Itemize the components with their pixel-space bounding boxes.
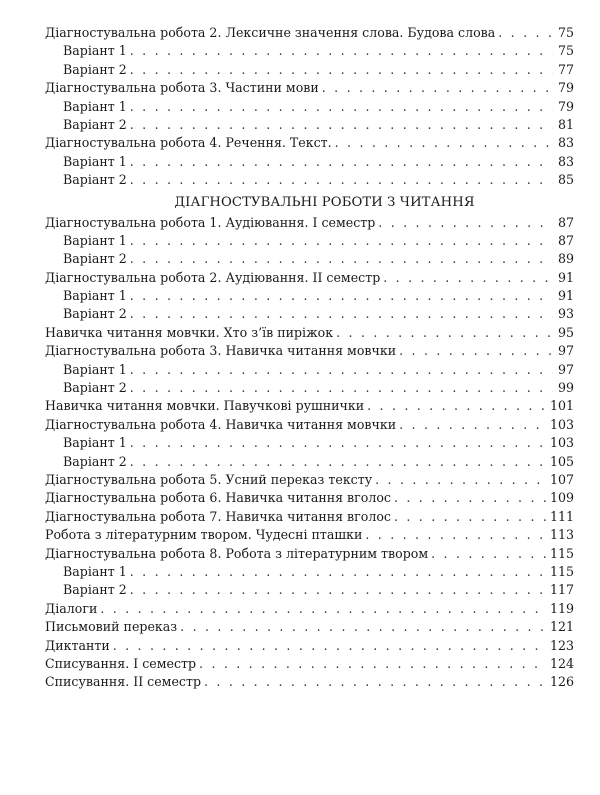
toc-entry-title: Робота з літературним твором. Чудесні пташки	[45, 527, 363, 543]
toc-entry-page-number: 97	[557, 343, 574, 359]
dot-leader	[130, 287, 553, 305]
toc-entry-page-number: 77	[557, 61, 574, 77]
toc-entry-page-number: 103	[549, 435, 574, 451]
toc-entry-title: Варіант 2	[63, 380, 127, 396]
toc-entry	[45, 545, 574, 563]
dot-leader	[180, 618, 547, 636]
toc-entry-title: Діагностувальна робота 8. Робота з літературним твором	[45, 545, 429, 561]
toc-entry-page-number: 109	[549, 490, 574, 506]
toc-entry	[45, 416, 574, 434]
dot-leader	[399, 416, 547, 434]
toc-entry	[45, 600, 574, 618]
toc-entry	[45, 397, 574, 415]
toc-entry-page-number: 111	[549, 508, 574, 524]
dot-leader	[130, 434, 547, 452]
toc-entry-title: Варіант 1	[63, 153, 127, 169]
dot-leader	[336, 324, 553, 342]
dot-leader	[100, 600, 547, 618]
toc-entry-title: Варіант 2	[63, 251, 127, 267]
toc-entry	[45, 526, 574, 544]
toc-entry-page-number: 115	[549, 563, 574, 579]
dot-leader	[130, 232, 553, 250]
dot-leader	[130, 361, 553, 379]
toc-entry-page-number: 83	[557, 153, 574, 169]
toc-entry-title: Варіант 1	[63, 98, 127, 114]
toc-entry-page-number: 121	[549, 619, 574, 635]
toc-subentry	[45, 61, 574, 79]
toc-entry-page-number: 107	[549, 471, 574, 487]
toc-entry-title: Навичка читання мовчки. Павучкові рушнички	[45, 398, 365, 414]
toc-entry-page-number: 126	[549, 674, 574, 690]
toc-entry-page-number: 115	[549, 545, 574, 561]
toc-entry-title: Навичка читання мовчки. Хто з’їв пиріжок	[45, 324, 334, 340]
toc-entry-title: Діагностувальна робота 2. Аудіювання. II семестр	[45, 269, 381, 285]
toc-entry-page-number: 117	[549, 582, 574, 598]
toc-entry-title: Списування. II семестр	[45, 674, 202, 690]
toc-entry	[45, 342, 574, 360]
dot-leader	[130, 171, 553, 189]
dot-leader	[204, 673, 547, 691]
toc-subentry	[45, 563, 574, 581]
toc-entry-title: Діагностувальна робота 1. Аудіювання. I семестр	[45, 214, 376, 230]
dot-leader	[394, 489, 547, 507]
toc-entry-page-number: 103	[549, 416, 574, 432]
dot-leader	[375, 471, 547, 489]
dot-leader	[335, 134, 553, 152]
dot-leader	[130, 379, 553, 397]
toc-subentry	[45, 171, 574, 189]
dot-leader	[130, 305, 553, 323]
toc-entry	[45, 24, 574, 42]
dot-leader	[394, 508, 547, 526]
toc-entry-page-number: 113	[549, 527, 574, 543]
toc-entry-title: Діагностувальна робота 4. Навичка читання мовчки	[45, 416, 397, 432]
toc-entry-page-number: 91	[557, 288, 574, 304]
toc-entry	[45, 655, 574, 673]
dot-leader	[130, 153, 553, 171]
dot-leader	[130, 453, 547, 471]
toc-entry-title: Діагностувальна робота 3. Частини мови	[45, 80, 319, 96]
toc-block-reading	[45, 214, 574, 692]
dot-leader	[383, 269, 553, 287]
toc-entry-page-number: 123	[549, 637, 574, 653]
toc-entry	[45, 618, 574, 636]
dot-leader	[130, 116, 553, 134]
dot-leader	[130, 581, 547, 599]
toc-entry-title: Диктанти	[45, 637, 110, 653]
toc-subentry	[45, 250, 574, 268]
toc-subentry	[45, 305, 574, 323]
toc-entry	[45, 214, 574, 232]
toc-entry	[45, 471, 574, 489]
toc-entry-title: Варіант 1	[63, 232, 127, 248]
toc-subentry	[45, 434, 574, 452]
toc-entry-page-number: 91	[557, 269, 574, 285]
toc-entry-title: Варіант 2	[63, 61, 127, 77]
toc-entry	[45, 324, 574, 342]
toc-entry-page-number: 97	[557, 361, 574, 377]
toc-entry-page-number: 99	[557, 380, 574, 396]
toc-entry-page-number: 124	[549, 655, 574, 671]
toc-entry-title: Варіант 1	[63, 288, 127, 304]
toc-entry-title: Варіант 1	[63, 435, 127, 451]
toc-subentry	[45, 287, 574, 305]
toc-subentry	[45, 379, 574, 397]
dot-leader	[367, 397, 547, 415]
toc-entry-title: Діагностувальна робота 6. Навичка читання вголос	[45, 490, 391, 506]
dot-leader	[431, 545, 547, 563]
toc-entry-title: Варіант 2	[63, 453, 127, 469]
toc-subentry	[45, 361, 574, 379]
toc-entry-title: Списування. I семестр	[45, 655, 197, 671]
toc-entry-page-number: 93	[557, 306, 574, 322]
toc-subentry	[45, 42, 574, 60]
dot-leader	[130, 250, 553, 268]
toc-subentry	[45, 116, 574, 134]
dot-leader	[365, 526, 547, 544]
toc-entry	[45, 637, 574, 655]
toc-entry-title: Варіант 1	[63, 43, 127, 59]
dot-leader	[498, 24, 553, 42]
toc-block-language	[45, 24, 574, 190]
toc-entry-page-number: 79	[557, 80, 574, 96]
toc-entry-title: Діалоги	[45, 600, 98, 616]
toc-entry-title: Варіант 1	[63, 563, 127, 579]
toc-entry-page-number: 89	[557, 251, 574, 267]
toc-entry	[45, 79, 574, 97]
dot-leader	[130, 98, 553, 116]
toc-subentry	[45, 232, 574, 250]
dot-leader	[378, 214, 553, 232]
dot-leader	[322, 79, 553, 97]
toc-entry-title: Діагностувальна робота 7. Навичка читання вголос	[45, 508, 391, 524]
dot-leader	[113, 637, 547, 655]
toc-entry-title: Діагностувальна робота 2. Лексичне значення слова. Будова слова	[45, 25, 496, 40]
toc-subentry	[45, 453, 574, 471]
toc-subentry	[45, 98, 574, 116]
toc-subentry	[45, 581, 574, 599]
toc-entry	[45, 508, 574, 526]
toc-entry-page-number: 79	[557, 98, 574, 114]
dot-leader	[199, 655, 547, 673]
toc-entry-page-number: 87	[557, 214, 574, 230]
toc-entry-title: Діагностувальна робота 5. Усний переказ тексту	[45, 471, 373, 487]
toc-entry-page-number: 75	[557, 43, 574, 59]
toc-entry	[45, 134, 574, 152]
toc-entry-page-number: 101	[549, 398, 574, 414]
toc-entry	[45, 489, 574, 507]
toc-entry-page-number: 105	[549, 453, 574, 469]
toc-entry-page-number: 85	[557, 172, 574, 188]
toc-entry-page-number: 87	[557, 232, 574, 248]
dot-leader	[130, 563, 547, 581]
dot-leader	[130, 42, 553, 60]
toc-entry-title: Варіант 2	[63, 582, 127, 598]
dot-leader	[130, 61, 553, 79]
toc-entry	[45, 269, 574, 287]
dot-leader	[399, 342, 553, 360]
toc-entry-title: Варіант 2	[63, 306, 127, 322]
toc-entry-title: Діагностувальна робота 4. Речення. Текст.	[45, 135, 332, 151]
toc-subentry	[45, 153, 574, 171]
toc-entry-title: Варіант 2	[63, 172, 127, 188]
toc-entry-page-number: 75	[557, 25, 574, 40]
toc-entry-page-number: 83	[557, 135, 574, 151]
toc-entry-page-number: 95	[557, 324, 574, 340]
toc-entry-page-number: 119	[549, 600, 574, 616]
toc-entry-title: Варіант 1	[63, 361, 127, 377]
toc-entry-title: Варіант 2	[63, 116, 127, 132]
toc-entry	[45, 673, 574, 691]
toc-entry-title: Письмовий переказ	[45, 619, 178, 635]
toc-entry-page-number: 81	[557, 116, 574, 132]
toc-entry-title: Діагностувальна робота 3. Навичка читання мовчки	[45, 343, 397, 359]
section-heading: ДІАГНОСТУВАЛЬНІ РОБОТИ З ЧИТАННЯ	[174, 194, 475, 210]
